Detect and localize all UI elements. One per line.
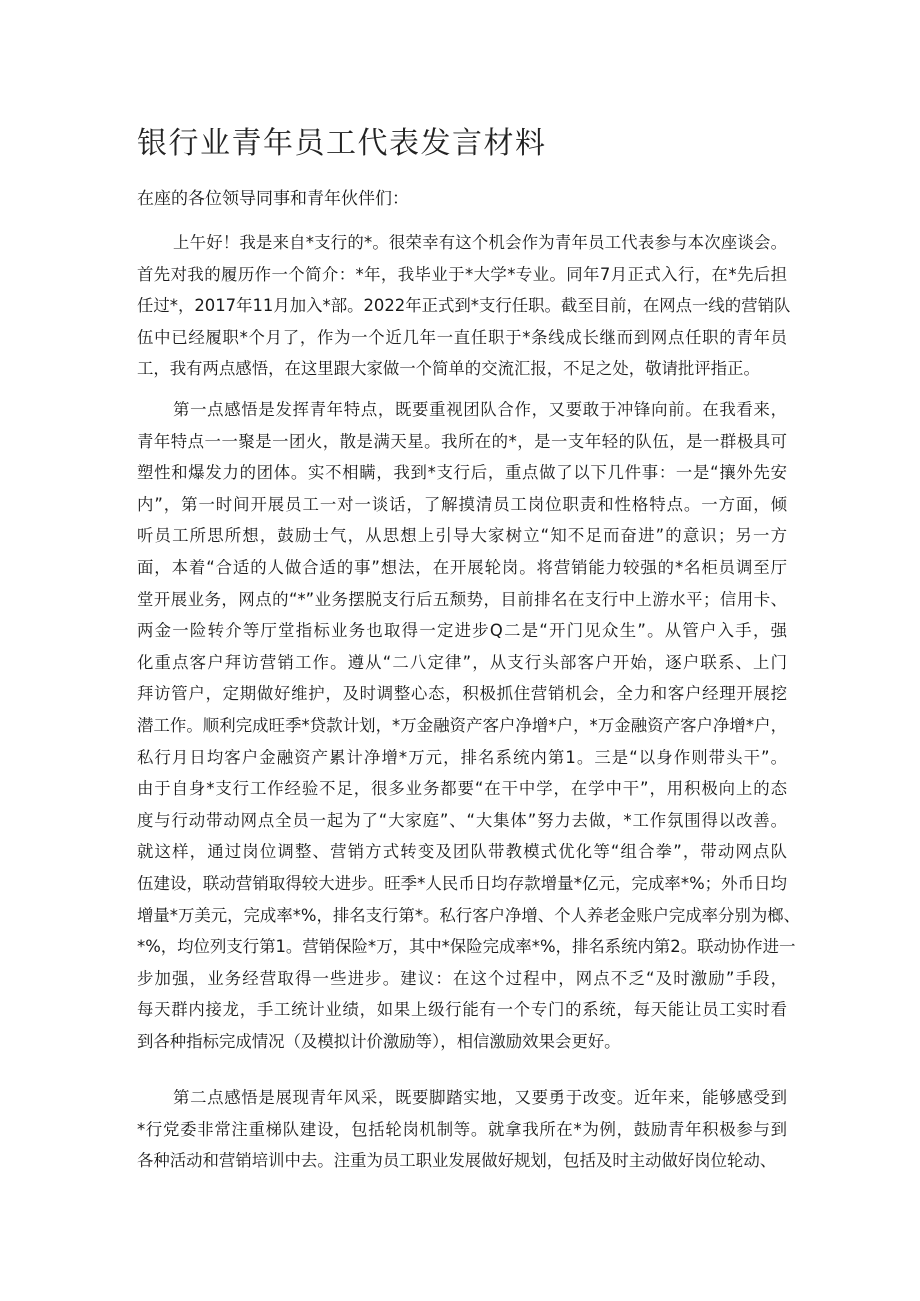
- text-line: 内”，第一时间开展员工一对一谈话，了解摸清员工岗位职责和性格特点。一方面，倾: [137, 494, 787, 514]
- text-line: 到各种指标完成情况（及模拟计价激励等），相信激励效果会更好。: [137, 1031, 621, 1051]
- paragraph-intro: [137, 227, 791, 385]
- text-line: 堂开展业务，网点的“*”业务摆脱支行后五颓势，目前排名在支行中上游水平；信用卡、: [137, 589, 787, 609]
- text-line: 私行月日均客户金融资产累计净增*万元，排名系统内第1。三是“以身作则带头干”。: [137, 747, 787, 767]
- text-line: 由于自身*支行工作经验不足，很多业务都要“在干中学，在学中干”，用积极向上的态: [137, 779, 787, 799]
- text-line: 青年特点一一聚是一团火，散是满天星。我所在的*，是一支年轻的队伍，是一群极具可: [137, 431, 787, 451]
- text-line: 两金一险转介等厅堂指标业务也取得一定进步Q二是“开门见众生”。从管户入手，强: [137, 621, 787, 641]
- salutation: 在座的各位领导同事和青年伙伴们：: [137, 189, 409, 209]
- text-line: 任过*，2017年11月加入*部。2022年正式到*支行任职。截至目前，在网点一线的营销队: [137, 296, 791, 316]
- text-line: 化重点客户拜访营销工作。遵从“二八定律”，从支行头部客户开始，逐户联系、上门: [137, 652, 787, 672]
- paragraph-first-insight: [137, 394, 801, 1057]
- text-line: 工，我有两点感悟，在这里跟大家做一个简单的交流汇报，不足之处，敬请批评指正。: [137, 359, 760, 379]
- text-line: *行党委非常注重梯队建设，包括轮岗机制等。就拿我所在*为例，鼓励青年积极参与到: [137, 1119, 787, 1139]
- text-line: 度与行动带动网点全员一起为了“大家庭”、“大集体”努力去做，*工作氛围得以改善。: [137, 810, 787, 830]
- text-line: 面，本着“合适的人做合适的事”想法，在开展轮岗。将营销能力较强的*名柜员调至厅: [137, 557, 787, 577]
- text-line: 第一点感悟是发挥青年特点，既要重视团队合作，又要敢于冲锋向前。在我看来，: [173, 400, 787, 419]
- text-line: 第二点感悟是展现青年风采，既要脚踏实地，又要勇于改变。近年来，能够感受到: [173, 1088, 787, 1107]
- text-line: 伍中已经履职*个月了，作为一个近几年一直任职于*条线成长继而到网点任职的青年员: [137, 327, 787, 347]
- text-line: 各种活动和营销培训中去。注重为员工职业发展做好规划，包括及时主动做好岗位轮动、: [137, 1151, 777, 1171]
- text-line: *%，均位列支行第1。营销保险*万，其中*保险完成率*%，排名系统内第2。联动协作进一: [137, 937, 796, 957]
- text-line: 首先对我的履历作一个简介：*年，我毕业于*大学*专业。同年7月正式入行，在*先后担: [137, 264, 787, 284]
- text-line: 就这样，通过岗位调整、营销方式转变及团队带教模式优化等“组合拳”，带动网点队: [137, 842, 787, 862]
- text-line: 步加强，业务经营取得一些进步。建议：在这个过程中，网点不乏“及时激励”手段，: [137, 968, 787, 988]
- text-line: 塑性和爆发力的团体。实不相瞒，我到*支行后，重点做了以下几件事：一是“攘外先安: [137, 463, 787, 483]
- document-title: 银行业青年员工代表发言材料: [137, 126, 547, 161]
- text-line: 拜访管户，定期做好维护，及时调整心态，积极抓住营销机会，全力和客户经理开展挖: [137, 684, 787, 704]
- text-line: 伍建设，联动营销取得较大进步。旺季*人民币日均存款增量*亿元，完成率*%；外币日均: [137, 873, 787, 893]
- text-line: 增量*万美元，完成率*%，排名支行第*。私行客户净增、个人养老金账户完成率分别为榔、: [137, 905, 801, 925]
- text-line: 上午好！我是来自*支行的*。很荣幸有这个机会作为青年员工代表参与本次座谈会。: [173, 233, 787, 252]
- paragraph-second-insight: [137, 1082, 787, 1177]
- text-line: 潜工作。顺利完成旺季*贷款计划，*万金融资产客户净增*户，*万金融资产客户净增*户，: [137, 715, 787, 735]
- text-line: 听员工所思所想，鼓励士气，从思想上引导大家树立“知不足而奋进”的意识；另一方: [137, 526, 787, 546]
- text-line: 每天群内接龙，手工统计业绩，如果上级行能有一个专门的系统，每天能让员工实时看: [137, 1000, 787, 1020]
